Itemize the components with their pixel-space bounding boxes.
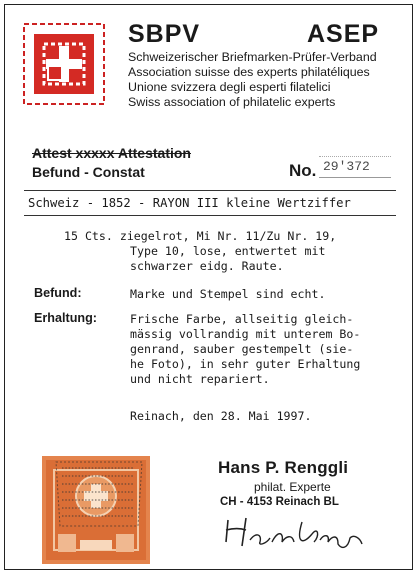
- befund-constat-label: Befund - Constat: [32, 164, 145, 180]
- certificate-number-label: No.: [289, 161, 317, 180]
- expert-name: Hans P. Renggli: [218, 458, 349, 477]
- befund-key: Befund:: [34, 286, 82, 300]
- header-line-de: Schweizerischer Briefmarken-Prüfer-Verband: [128, 50, 377, 64]
- erhaltung-line-2: mässig vollrandig mit unterem Bo-: [130, 327, 361, 341]
- header-line-it: Unione svizzera degli esperti filatelici: [128, 80, 331, 94]
- certificate-number-value: 29'372: [319, 156, 391, 178]
- befund-value: Marke und Stempel sind echt.: [130, 287, 326, 301]
- place-date: Reinach, den 28. Mai 1997.: [130, 409, 312, 423]
- erhaltung-line-4: he Foto), in sehr guter Erhaltung: [130, 357, 361, 371]
- description-line-1: 15 Cts. ziegelrot, Mi Nr. 11/Zu Nr. 19,: [64, 229, 337, 243]
- header-line-en: Swiss association of philatelic experts: [128, 95, 336, 109]
- title-rule-top: [24, 190, 396, 191]
- erhaltung-line-3: genrand, sauber gestempelt (sie-: [130, 342, 354, 356]
- header-line-fr: Association suisse des experts philatéliques: [128, 65, 370, 79]
- stamp-photo: [42, 456, 150, 564]
- header-abbr-sbpv: SBPV: [128, 20, 201, 48]
- sbpv-logo-icon: [22, 22, 106, 106]
- expert-address: CH - 4153 Reinach BL: [220, 496, 339, 508]
- expert-title: philat. Experte: [254, 480, 331, 494]
- erhaltung-line-1: Frische Farbe, allseitig gleich-: [130, 312, 354, 326]
- description-line-2: Type 10, lose, entwertet mit: [130, 244, 326, 258]
- handwritten-signature: [222, 512, 372, 552]
- title-rule-bottom: [24, 215, 396, 216]
- erhaltung-line-5: und nicht repariert.: [130, 372, 270, 386]
- attest-label: Attest xxxxx Attestation: [32, 145, 191, 161]
- header-abbr-asep: ASEP: [307, 20, 380, 48]
- erhaltung-key: Erhaltung:: [34, 311, 97, 325]
- stamp-title-line: Schweiz - 1852 - RAYON III kleine Wertziffer: [28, 196, 351, 210]
- description-line-3: schwarzer eidg. Raute.: [130, 259, 284, 273]
